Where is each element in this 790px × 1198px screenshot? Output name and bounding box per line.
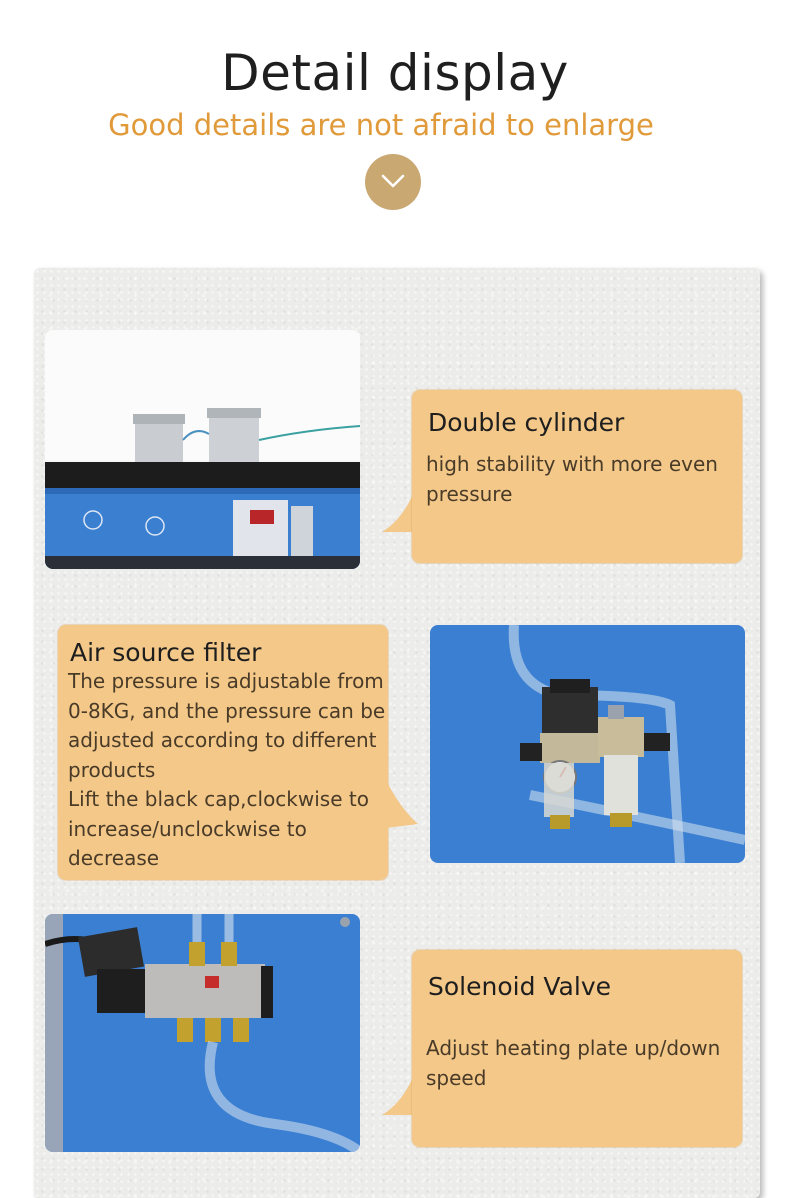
feature-card-double-cylinder [412, 390, 742, 563]
feature-title: Air source filter [70, 638, 262, 667]
feature-card-solenoid-valve [412, 950, 742, 1147]
feature-title: Solenoid Valve [428, 972, 611, 1001]
feature-card-air-source-filter [58, 625, 388, 880]
page-subtitle: Good details are not afraid to enlarge [108, 108, 654, 142]
scroll-down-button[interactable] [365, 154, 421, 210]
double-cylinder-photo [45, 330, 360, 569]
solenoid-valve-photo [45, 914, 360, 1152]
feature-description: The pressure is adjustable from 0-8KG, and the pressure can be adjusted according to different products Lift the black cap,clockwise to increase/unclockwise to decrease [68, 669, 386, 870]
feature-title: Double cylinder [428, 408, 625, 437]
chevron-down-icon [381, 172, 405, 190]
bubble-tail [386, 780, 420, 830]
feature-description: high stability with more even pressure [426, 452, 718, 506]
page-title: Detail display [221, 44, 569, 102]
air-filter-photo [430, 625, 745, 863]
feature-description: Adjust heating plate up/down speed [426, 1036, 721, 1090]
